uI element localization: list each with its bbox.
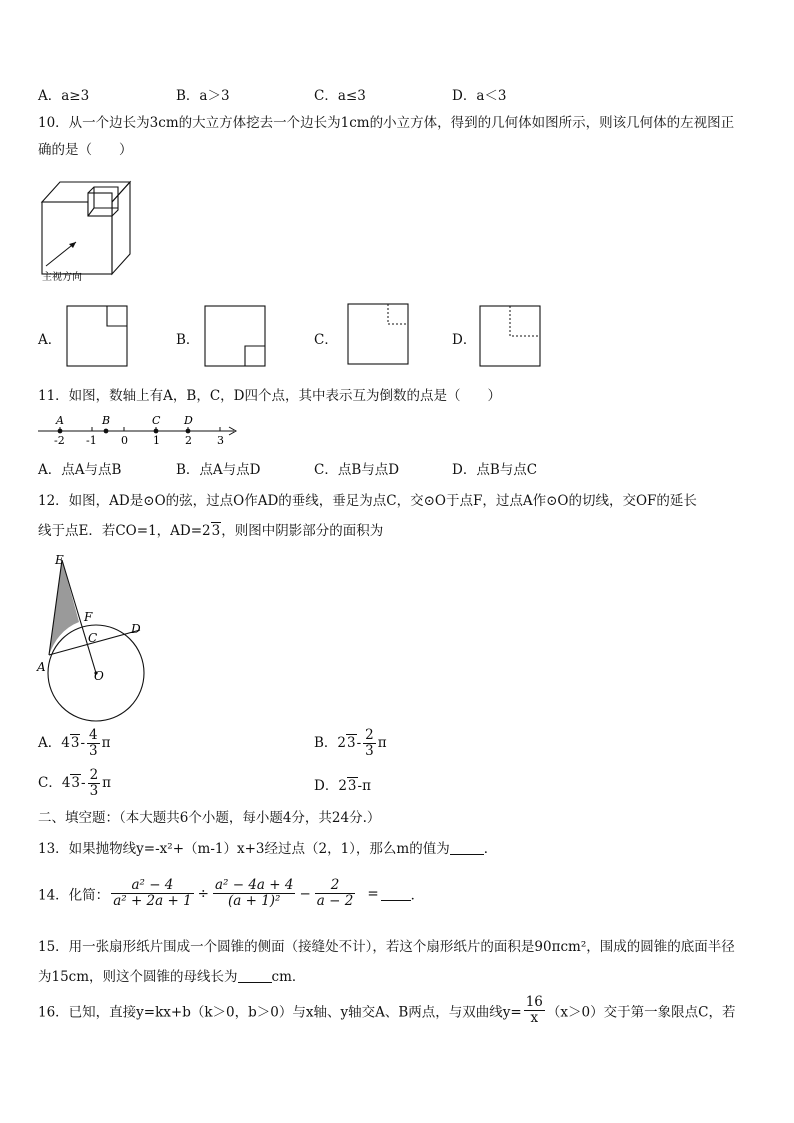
q12-text-line2-a: 线于点E．若CO=1，AD=2 [38, 523, 211, 539]
section-2-heading: 二、填空题：（本大题共6个小题，每小题4分，共24分.） [38, 810, 381, 826]
q12-shaded-region [49, 560, 79, 655]
q14-answer-blank[interactable] [381, 886, 411, 901]
q10-option-c-label: C． [314, 332, 338, 348]
q11-option-d: D．点B与点C [452, 462, 538, 478]
q9-option-c: C．a≤3 [314, 88, 366, 104]
q11-tick-label: 2 [185, 434, 192, 446]
q12-text-line1: 12．如图，AD是⊙O的弦，过点O作AD的垂线，垂足为点C，交⊙O于点F，过点A作⊙O的切线，交OF的延长 [38, 493, 697, 509]
q12-label-e: E [55, 553, 64, 567]
q12-label-a: A [37, 660, 46, 674]
q11-point-label: B [102, 414, 111, 427]
q10-text-line2: 确的是（ ） [38, 142, 133, 158]
q11-tick-label: 1 [153, 434, 160, 446]
q10-option-d-figure [479, 305, 541, 367]
q11-tick-label: -1 [86, 434, 97, 446]
q11-tick-label: -2 [54, 434, 65, 446]
q12-label-o: O [94, 669, 104, 683]
q10-option-a-figure [66, 305, 128, 367]
q16-fraction: $\frac{16}{x}$ [525, 994, 543, 1026]
q12-option-b: B．23- $\frac{2}{3}$ π [314, 727, 387, 759]
q14-fraction-1: $\frac{\text{a² − 4}}{\text{a² + 2a + 1}}$ [113, 877, 192, 909]
q10-option-a-label: A． [38, 332, 62, 348]
q11-point [186, 429, 191, 434]
q11-ticks [54, 427, 224, 446]
q12-label-d: D [131, 622, 141, 636]
q11-point-label: D [184, 414, 193, 427]
q13-text-a: 13．如果抛物线y=-x²+（m-1）x+3经过点（2，1），那么m的值为 [38, 841, 450, 857]
q10-text-line1: 10．从一个边长为3cm的大立方体挖去一个边长为1cm的小立方体，得到的几何体如图所示，则该几何体的左视图正 [38, 115, 735, 131]
q9-option-a: A．a≥3 [38, 88, 90, 104]
q11-point-label: C [152, 414, 161, 427]
q12-text-line2 [38, 516, 760, 546]
q11-option-a: A．点A与点B [38, 462, 122, 478]
q11-tick-label: 3 [217, 434, 224, 446]
q10-option-b-figure [204, 305, 266, 367]
q9-option-d: D．a＜3 [452, 88, 507, 104]
q16-text-b: （x＞0）交于第一象限点C，若 [546, 1004, 736, 1021]
q10-option-d-label: D． [452, 332, 477, 348]
q10-option-c-figure [347, 303, 409, 365]
q11-point [58, 429, 63, 434]
q11-number-line [36, 410, 242, 446]
q11-option-b: B．点A与点D [176, 462, 261, 478]
q9-option-b: B．a＞3 [176, 88, 230, 104]
q15-text-line1: 15．用一张扇形纸片围成一个圆锥的侧面（接缝处不计），若这个扇形纸片的面积是90πcm²，围成的圆锥的底面半径 [38, 939, 735, 955]
q13-text-b: ． [483, 841, 498, 857]
q16-question [38, 995, 735, 1026]
q12-option-c: C．43- $\frac{2}{3}$ π [38, 767, 112, 799]
q11-tick-label: 0 [121, 434, 128, 446]
q15-answer-blank[interactable] [238, 968, 272, 983]
q10-option-b-label: B． [176, 332, 200, 348]
q12-text-line2-c: ，则图中阴影部分的面积为 [221, 523, 384, 539]
q11-option-c: C．点B与点D [314, 462, 400, 478]
q12-question [38, 486, 760, 546]
q13-answer-blank[interactable] [450, 840, 484, 855]
q12-circle-figure [34, 552, 152, 722]
q14-question: 14．化简： $\frac{\text{a² − 4}}{\text{a² + 2a + 1}}$ ÷ $\frac{\text{a² − 4a + 4}}{\text{(a + 1)²}}$ − $\frac{2}{a - 2}$ = ． [38, 877, 425, 909]
q15-text-line2: 为15cm，则这个圆锥的母线长为 cm． [38, 969, 306, 985]
q13-question [38, 837, 497, 857]
q12-sqrt-3: 3 [211, 523, 221, 539]
q12-label-c: C [88, 631, 98, 645]
q10-caption: 主视方向 [42, 272, 82, 283]
q16-text-a: 16．已知，直接y=kx+b（k＞0，b＞0）与x轴、y轴交A、B两点，与双曲线y= [38, 1004, 522, 1021]
q14-fraction-2: $\frac{\text{a² − 4a + 4}}{\text{(a + 1)²}}$ [214, 877, 294, 909]
q11-text: 11．如图，数轴上有A，B，C，D四个点，其中表示互为倒数的点是（ ） [38, 388, 502, 404]
q14-fraction-3: $\frac{2}{a - 2}$ [316, 877, 354, 909]
q10-cube-figure [36, 176, 140, 286]
q12-option-a: A．43- $\frac{4}{3}$ π [38, 727, 111, 759]
q11-point [104, 429, 109, 434]
q12-label-f: F [84, 610, 93, 624]
q11-point-label: A [56, 414, 64, 427]
q11-point [154, 429, 159, 434]
q10-question [38, 110, 760, 164]
q12-option-d: D．23-π [314, 778, 371, 794]
q15-question [38, 932, 760, 992]
q14-label: 14．化简： [38, 887, 110, 904]
